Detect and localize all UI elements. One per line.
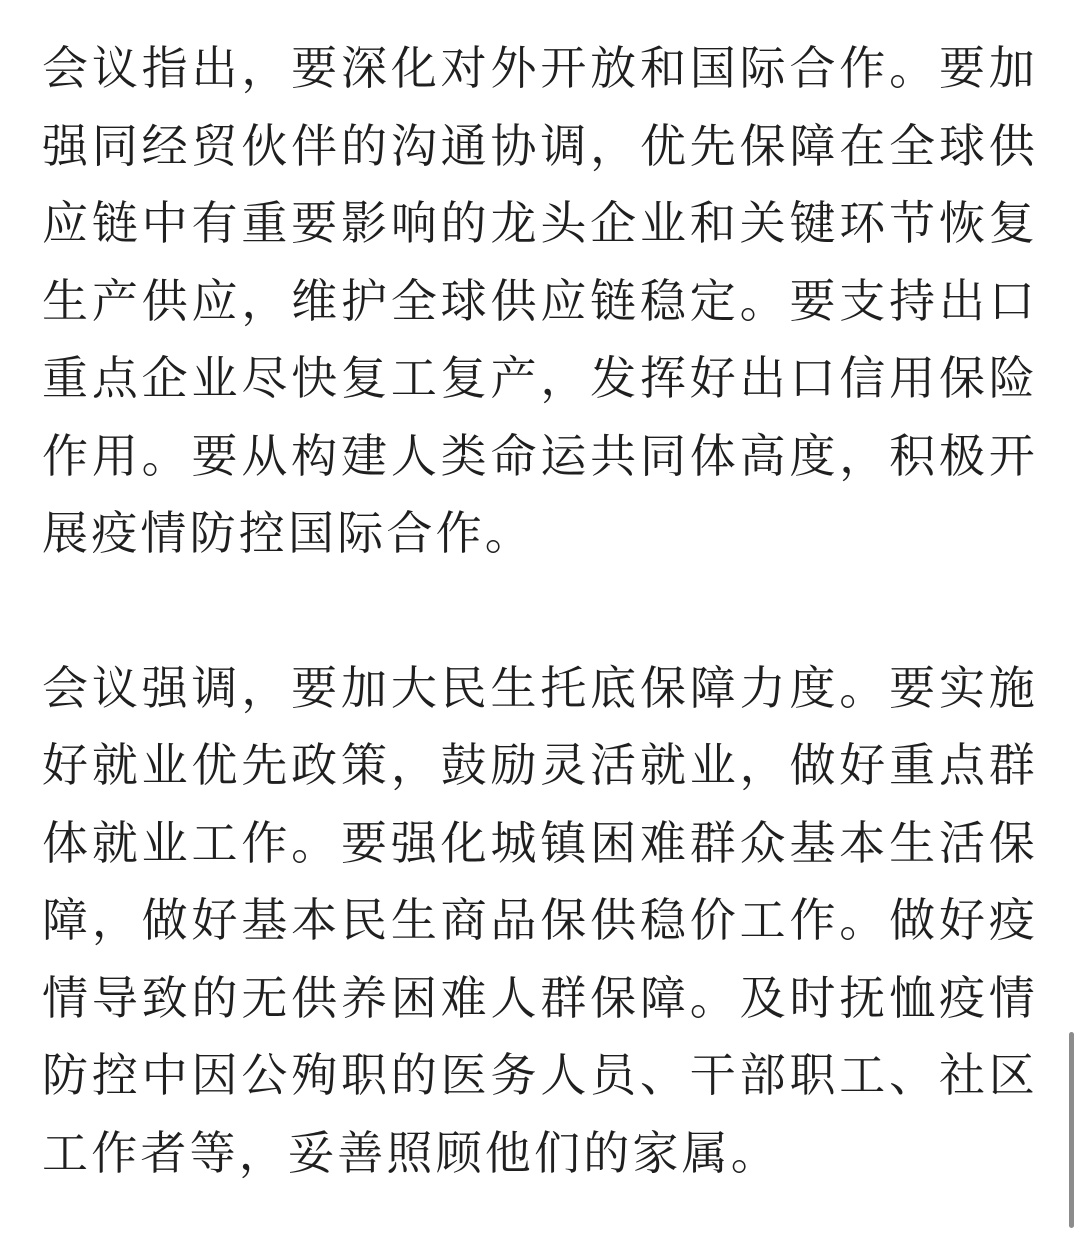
article-body (42, 30, 1038, 1192)
article-paragraph-2: 会议强调，要加大民生托底保障力度。要实施好就业优先政策，鼓励灵活就业，做好重点群体就业工作。要强化城镇困难群众基本生活保障，做好基本民生商品保供稳价工作。做好疫情导致的无供养困难人群保障。及时抚恤疫情防控中因公殉职的医务人员、干部职工、社区工作者等，妥善照顾他们的家属。 (42, 660, 1038, 1180)
vertical-scrollbar[interactable] (1069, 1032, 1074, 1228)
article-paragraph-1: 会议指出，要深化对外开放和国际合作。要加强同经贸伙伴的沟通协调，优先保障在全球供应链中有重要影响的龙头企业和关键环节恢复生产供应，维护全球供应链稳定。要支持出口重点企业尽快复工复产，发挥好出口信用保险作用。要从构建人类命运共同体高度，积极开展疫情防控国际合作。 (42, 41, 1038, 560)
